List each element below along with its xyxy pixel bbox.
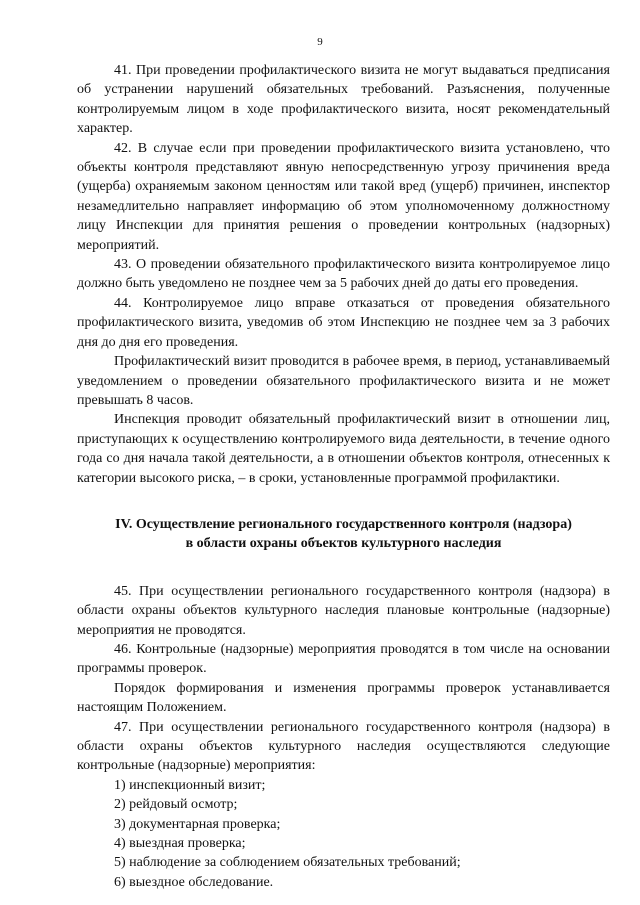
paragraph-41: 41. При проведении профилактического визита не могут выдаваться предписания об устранении нарушений обязательных требований. Разъяснения, полученные контролируемым лицом в ходе профилактического визита, носят рекомендательный характер.: [77, 63, 610, 137]
paragraph-45: 45. При осуществлении регионального государственного контроля (надзора) в области охраны объектов культурного наследия плановые контрольные (надзорные) мероприятия не проводятся.: [77, 583, 610, 638]
paragraph-inspection-schedule: Инспекция проводит обязательный профилактический визит в отношении лиц, приступающих к осуществлению контролируемого вида деятельности, в течение одного года со дня начала такой деятельности, а в отношении объектов контроля, отнесенных к категории высокого риска, – в сроки, установленные программой профилактики.: [77, 412, 610, 486]
paragraph-47: 47. При осуществлении регионального государственного контроля (надзора) в области охраны объектов культурного наследия осуществляются следующие контрольные (надзорные) мероприятия:: [77, 719, 610, 774]
paragraph-43: 43. О проведении обязательного профилактического визита контролируемое лицо должно быть уведомлено не позднее чем за 5 рабочих дней до даты его проведения.: [77, 257, 610, 292]
list-item: 6) выездное обследование.: [114, 874, 274, 890]
paragraph-42: 42. В случае если при проведении профилактического визита установлено, что объекты контроля представляют явную непосредственную угрозу причинения вреда (ущерба) охраняемым законом ценностям или такой вред (ущерб) причинен, инспектор незамедлительно направляет информацию об этом уполномоченному должностному лицу Инспекции для принятия решения о проведении контрольных (надзорных) мероприятий.: [77, 140, 610, 253]
list-item: 1) инспекционный визит;: [114, 777, 266, 793]
list-item: 3) документарная проверка;: [114, 816, 281, 832]
paragraph-46: 46. Контрольные (надзорные) мероприятия проводятся в том числе на основании программы проверок.: [77, 641, 610, 677]
list-item: 5) наблюдение за соблюдением обязательных требований;: [114, 855, 461, 871]
paragraph-program-order: Порядок формирования и изменения программы проверок устанавливается настоящим Положением.: [77, 680, 610, 716]
section-heading-line-2: в области охраны объектов культурного наследия: [185, 536, 502, 552]
section-heading: [77, 515, 610, 554]
paragraph-visit-time: Профилактический визит проводится в рабочее время, в период, устанавливаемый уведомлением о проведении обязательного профилактического визита и не может превышать 8 часов.: [77, 354, 610, 408]
list-item: 2) рейдовый осмотр;: [114, 797, 238, 813]
page-number: 9: [317, 36, 323, 48]
document-body: [77, 61, 610, 892]
control-measures-list: [77, 776, 610, 892]
paragraph-44: 44. Контролируемое лицо вправе отказаться от проведения обязательного профилактического визита, уведомив об этом Инспекцию не позднее чем за 3 рабочих дня до дня его проведения.: [77, 295, 610, 350]
section-heading-line-1: IV. Осуществление регионального государственного контроля (надзора): [115, 516, 572, 532]
list-item: 4) выездная проверка;: [114, 836, 246, 852]
